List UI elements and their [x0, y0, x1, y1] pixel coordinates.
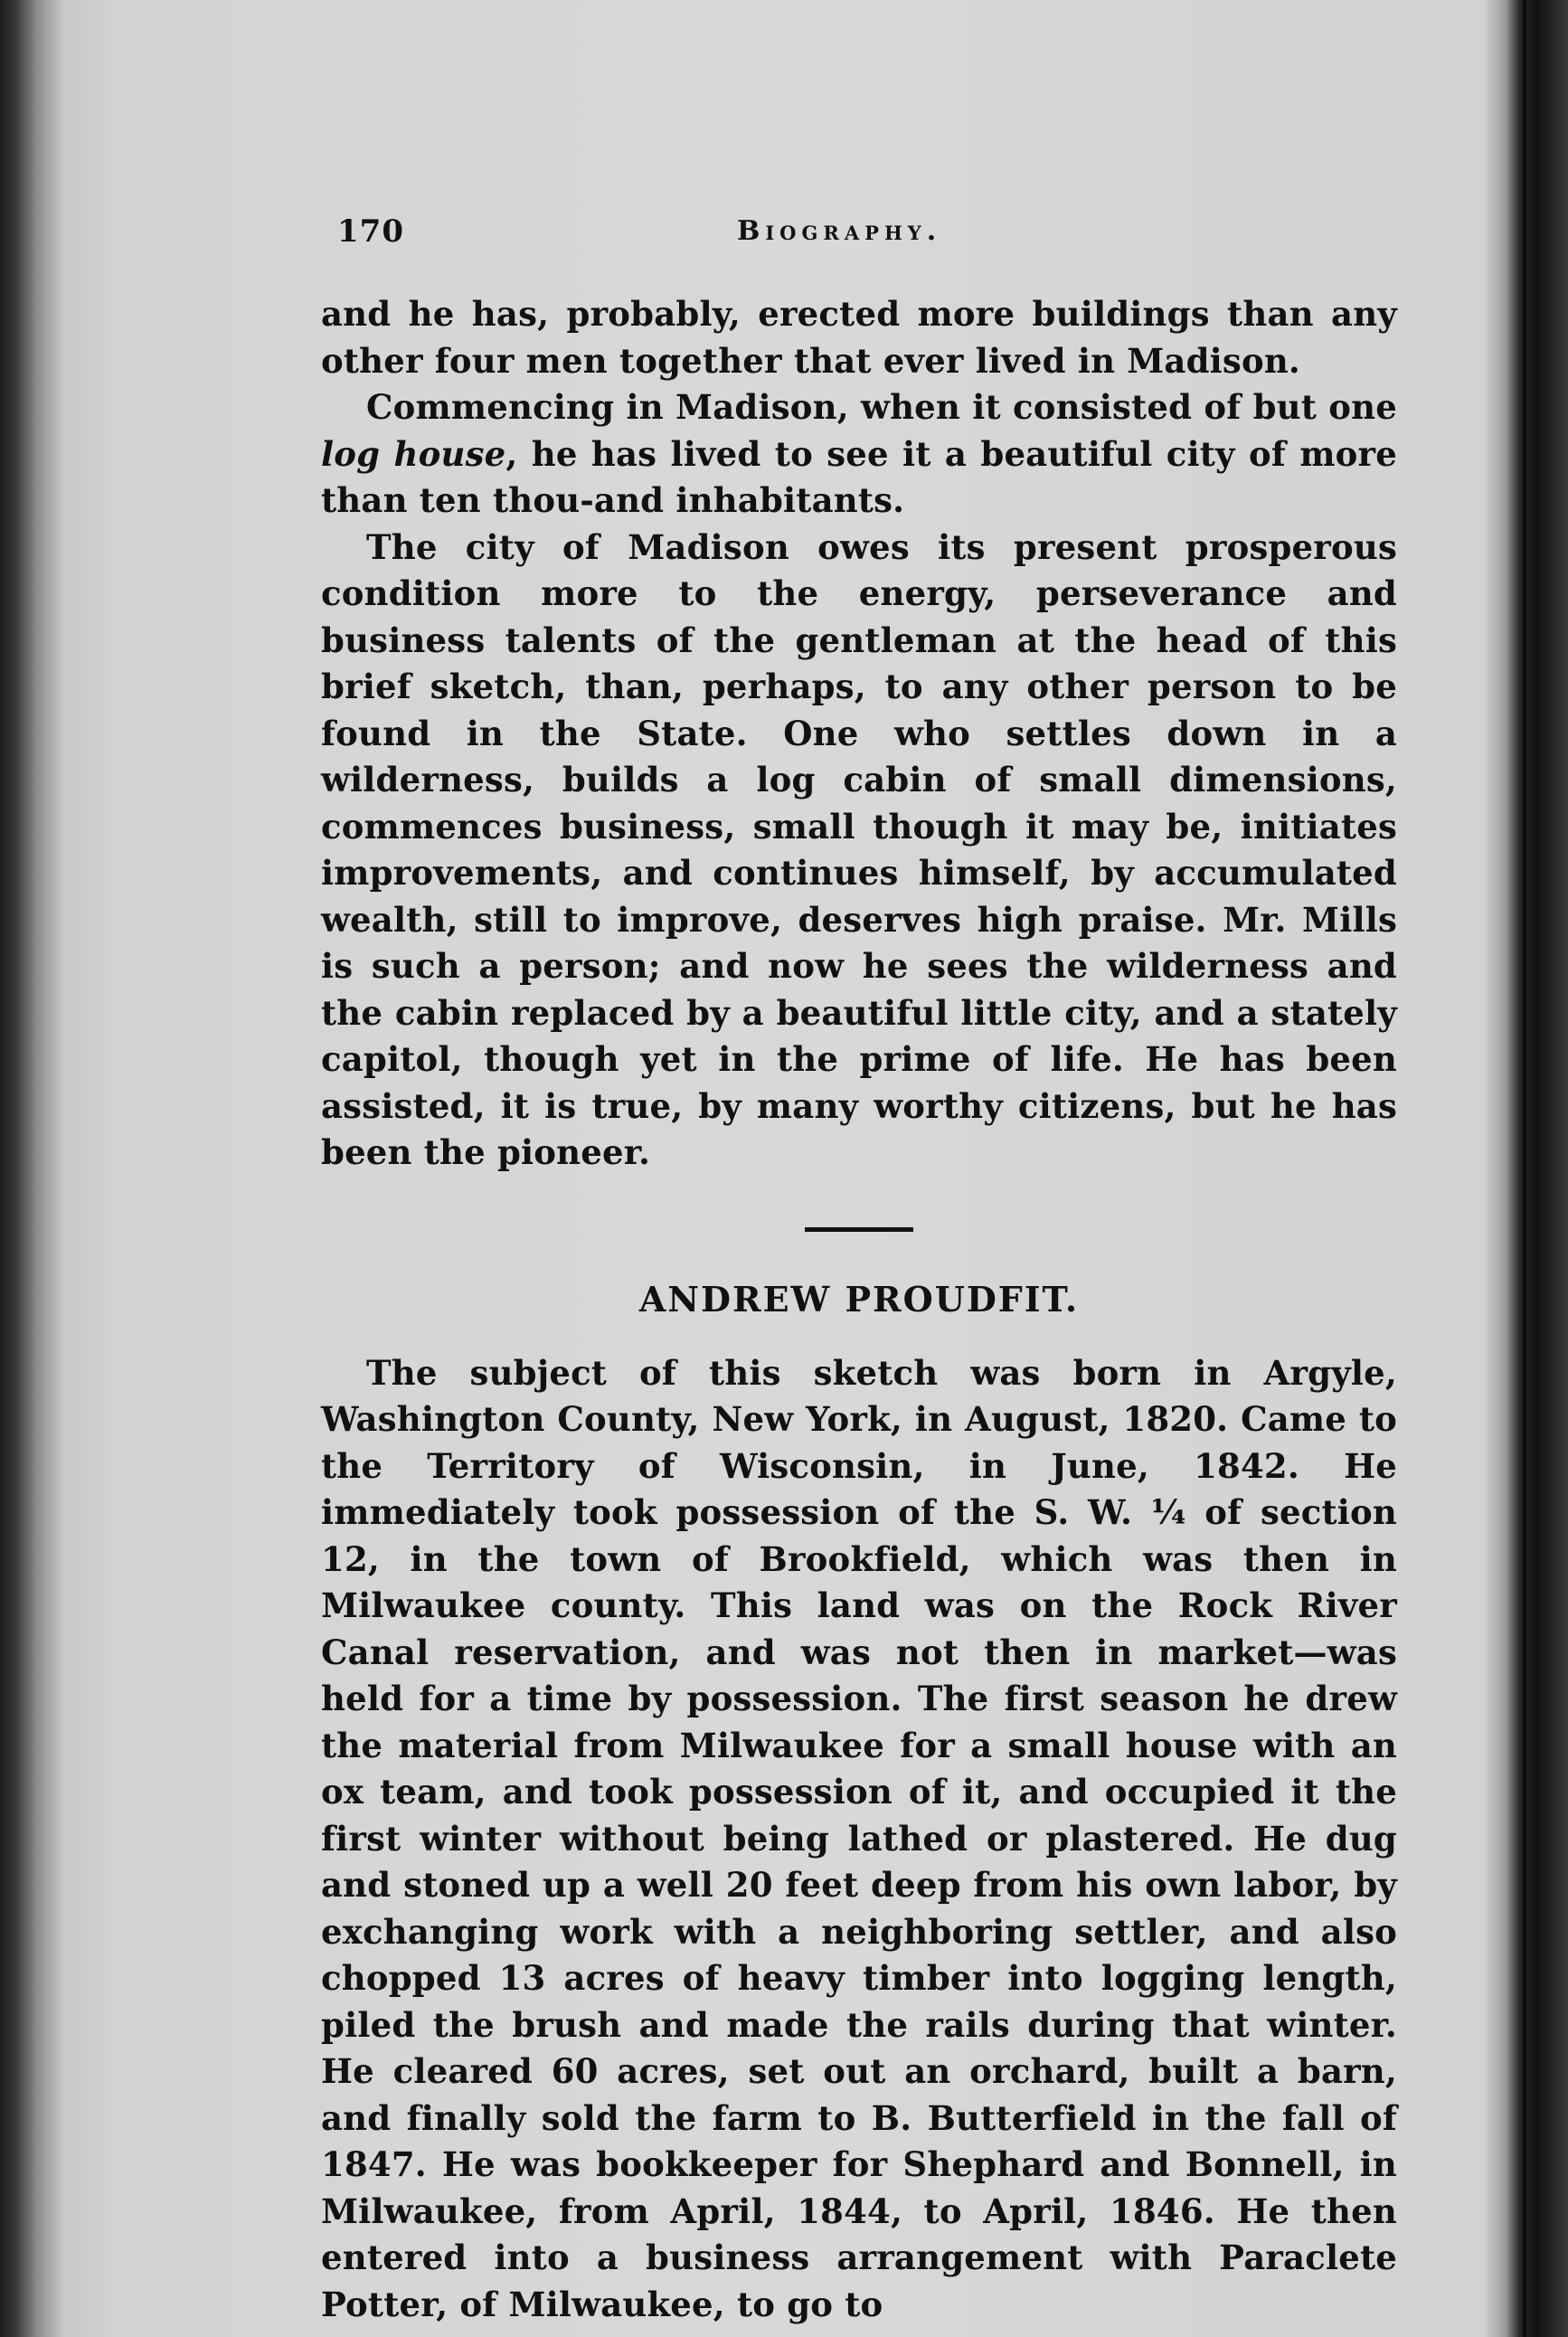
- paragraph-1: and he has, probably, erected more buildings than any other four men together that ever lived in Madison.: [321, 294, 1397, 381]
- paragraph-2-start: Commencing in Madison, when it consisted of but one: [366, 387, 1397, 427]
- page-number: 170: [337, 213, 404, 250]
- right-binding-edge: [1523, 0, 1526, 2337]
- running-head: Biography.: [737, 215, 942, 247]
- paragraph-2: [321, 384, 1397, 525]
- section-divider: [805, 1227, 913, 1232]
- section-title: ANDREW PROUDFIT.: [638, 1278, 1080, 1320]
- paragraph-3: The city of Madison owes its present prosperous condition more to the energy, perseverance and business talents of the gentleman at the head of this brief sketch, than, perhaps, to any other person to be found in the State. One who settles down in a wilderness, builds a log cabin of small dimensions, commences business, small though it may be, initiates improvements, and continues himself, by accumulated wealth, still to improve, deserves high praise. Mr. Mills is such a person; and now he sees the wilderness and the cabin replaced by a beautiful little city, and a stately capitol, though yet in the prime of life. He has been assisted, it is true, by many worthy citizens, but he has been the pioneer.: [321, 526, 1397, 1172]
- paragraph-2-end: , he has lived to see it a beautiful city of more than ten thou-and inhabitants.: [321, 433, 1397, 520]
- page-content: [321, 213, 1397, 2328]
- paragraph-proudfit: The subject of this sketch was born in Argyle, Washington County, New York, in August, 1820. Came to the Territory of Wisconsin, in June, 1842. He immediately took possession of the S. W. ¼ of section 12, in the town of Brookfield, which was then in Milwaukee county. This land was on the Rock River Canal reservation, and was not then in market—was held for a time by possession. The first season he drew the material from Milwaukee for a small house with an ox team, and took possession of it, and occupied it the first winter without being lathed or plastered. He dug and stoned up a well 20 feet deep from his own labor, by exchanging work with a neighboring settler, and also chopped 13 acres of heavy timber into logging length, piled the brush and made the rails during that winter. He cleared 60 acres, set out an orchard, built a barn, and finally sold the farm to B. Butterfield in the fall of 1847. He was bookkeeper for Shephard and Bonnell, in Milwaukee, from April, 1844, to April, 1846. He then entered into a business arrangement with Paraclete Potter, of Milwaukee, to go to: [321, 1352, 1397, 2324]
- page-header: [321, 213, 1397, 277]
- paragraph-2-italic: log house: [321, 433, 506, 474]
